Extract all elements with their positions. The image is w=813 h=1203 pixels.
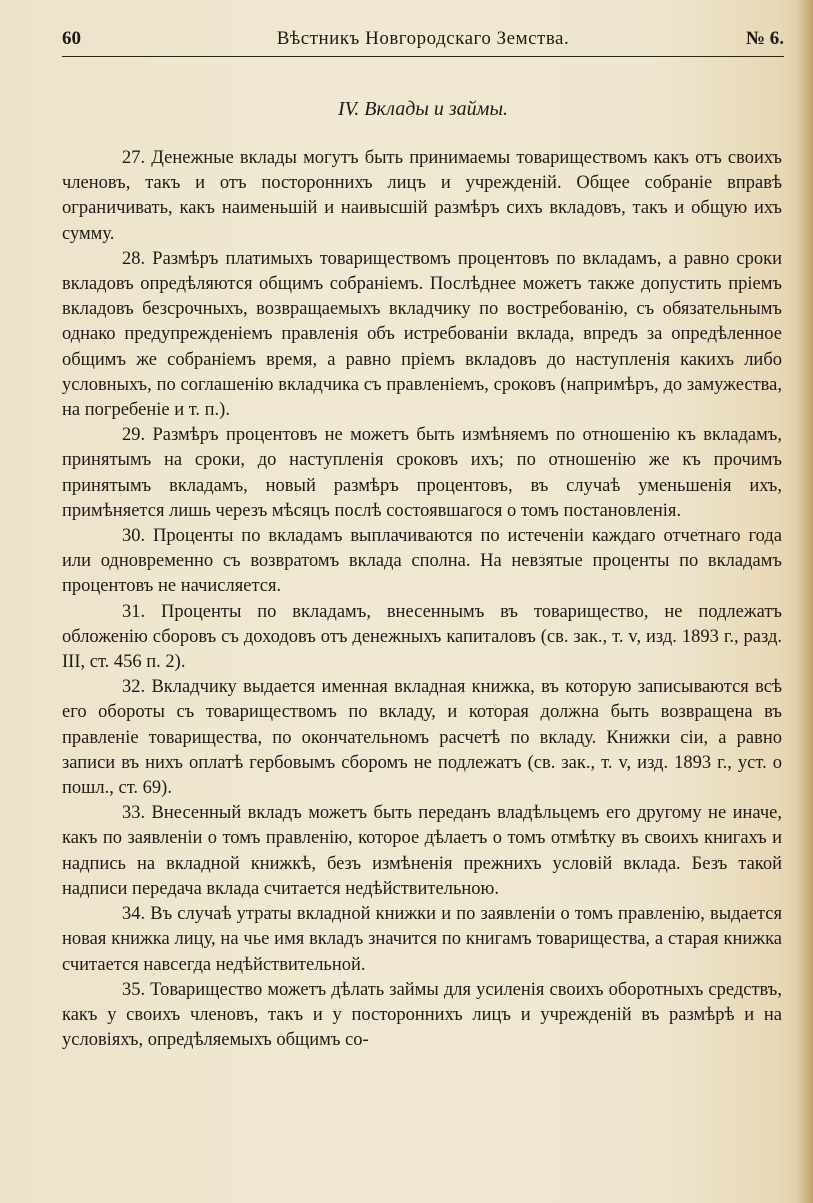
paragraph-35: 35. Товарищество можетъ дѣлать займы для усиленія своихъ оборотныхъ средствъ, какъ у своихъ членовъ, такъ и у постороннихъ лицъ и учрежденій въ размѣрѣ и на условіяхъ, опредѣляемыхъ общимъ со- [62, 979, 782, 1051]
journal-title: Вѣстникъ Новгородскаго Земства. [276, 28, 570, 49]
paragraph-30: 30. Проценты по вкладамъ выплачиваются по истеченіи каждаго отчетнаго года или одновременно съ возвратомъ вклада сполна. На невзятые проценты по вкладамъ процентовъ не начисляется. [62, 526, 782, 597]
section-title: IV. Вклады и займы. [337, 98, 508, 120]
body-text [62, 146, 782, 1053]
page-number: 60 [62, 28, 81, 49]
paragraph-27: 27. Денежные вклады могутъ быть принимаемы товариществомъ какъ отъ своихъ членовъ, такъ и отъ постороннихъ лицъ и учрежденій. Общее собраніе вправѣ ограничивать, какъ наименьшій и наивысшій размѣръ сихъ вкладовъ, такъ и общую ихъ сумму. [62, 148, 782, 244]
issue-number: № 6. [745, 28, 784, 49]
header-rule [62, 56, 784, 57]
paragraph-28: 28. Размѣръ платимыхъ товариществомъ процентовъ по вкладамъ, а равно сроки вкладовъ опредѣляются общимъ собраніемъ. Послѣднее можетъ также допустить пріемъ вкладовъ безсрочныхъ, возвращаемыхъ вкладчику по востребованію, съ обязательнымъ однако предупрежденіемъ правленія объ истребованіи вклада, впредъ за опредѣленное общимъ же собраніемъ время, а равно пріемъ вкладовъ до наступленія какихъ либо условныхъ, по соглашенію вкладчика съ правленіемъ, сроковъ (напримѣръ, до замужества, на погребеніе и т. п.). [62, 248, 782, 421]
paragraph-29: 29. Размѣръ процентовъ не можетъ быть измѣняемъ по отношенію къ вкладамъ, принятымъ на сроки, до наступленія сроковъ ихъ; по отношенію же къ прочимъ принятымъ вкладамъ, новый размѣръ процентовъ, въ случаѣ уменьшенія ихъ, примѣняется лишь черезъ мѣсяцъ послѣ состоявшагося о томъ постановленія. [62, 425, 782, 521]
running-header [62, 26, 784, 54]
paragraph-31: 31. Проценты по вкладамъ, внесеннымъ въ товарищество, не подлежатъ обложенію сборовъ съ доходовъ отъ денежныхъ капиталовъ (св. зак., т. v, изд. 1893 г., разд. III, ст. 456 п. 2). [62, 601, 782, 673]
paragraph-33: 33. Внесенный вкладъ можетъ быть переданъ владѣльцемъ его другому не иначе, какъ по заявленіи о томъ правленію, которое дѣлаетъ о томъ отмѣтку въ своихъ книгахъ и надпись на вкладной книжкѣ, безъ измѣненія прежнихъ условій вклада. Безъ такой надписи передача вклада считается недѣйствительною. [62, 803, 782, 899]
paragraph-32: 32. Вкладчику выдается именная вкладная книжка, въ которую записываются всѣ его обороты съ товариществомъ по вкладу, и которая должна быть возвращена въ правленіе товарищества, по окончательномъ расчетѣ по вкладу. Книжки сіи, а равно записи въ нихъ оплатѣ гербовымъ сборомъ не подлежатъ (св. зак., т. v, изд. 1893 г., уст. о пошл., ст. 69). [62, 677, 782, 799]
page-edge-shadow [797, 0, 813, 1203]
paragraph-34: 34. Въ случаѣ утраты вкладной книжки и по заявленіи о томъ правленію, выдается новая книжка лицу, на чье имя вкладъ значится по книгамъ товарищества, а старая книжка считается навсегда недѣйствительной. [62, 904, 782, 975]
